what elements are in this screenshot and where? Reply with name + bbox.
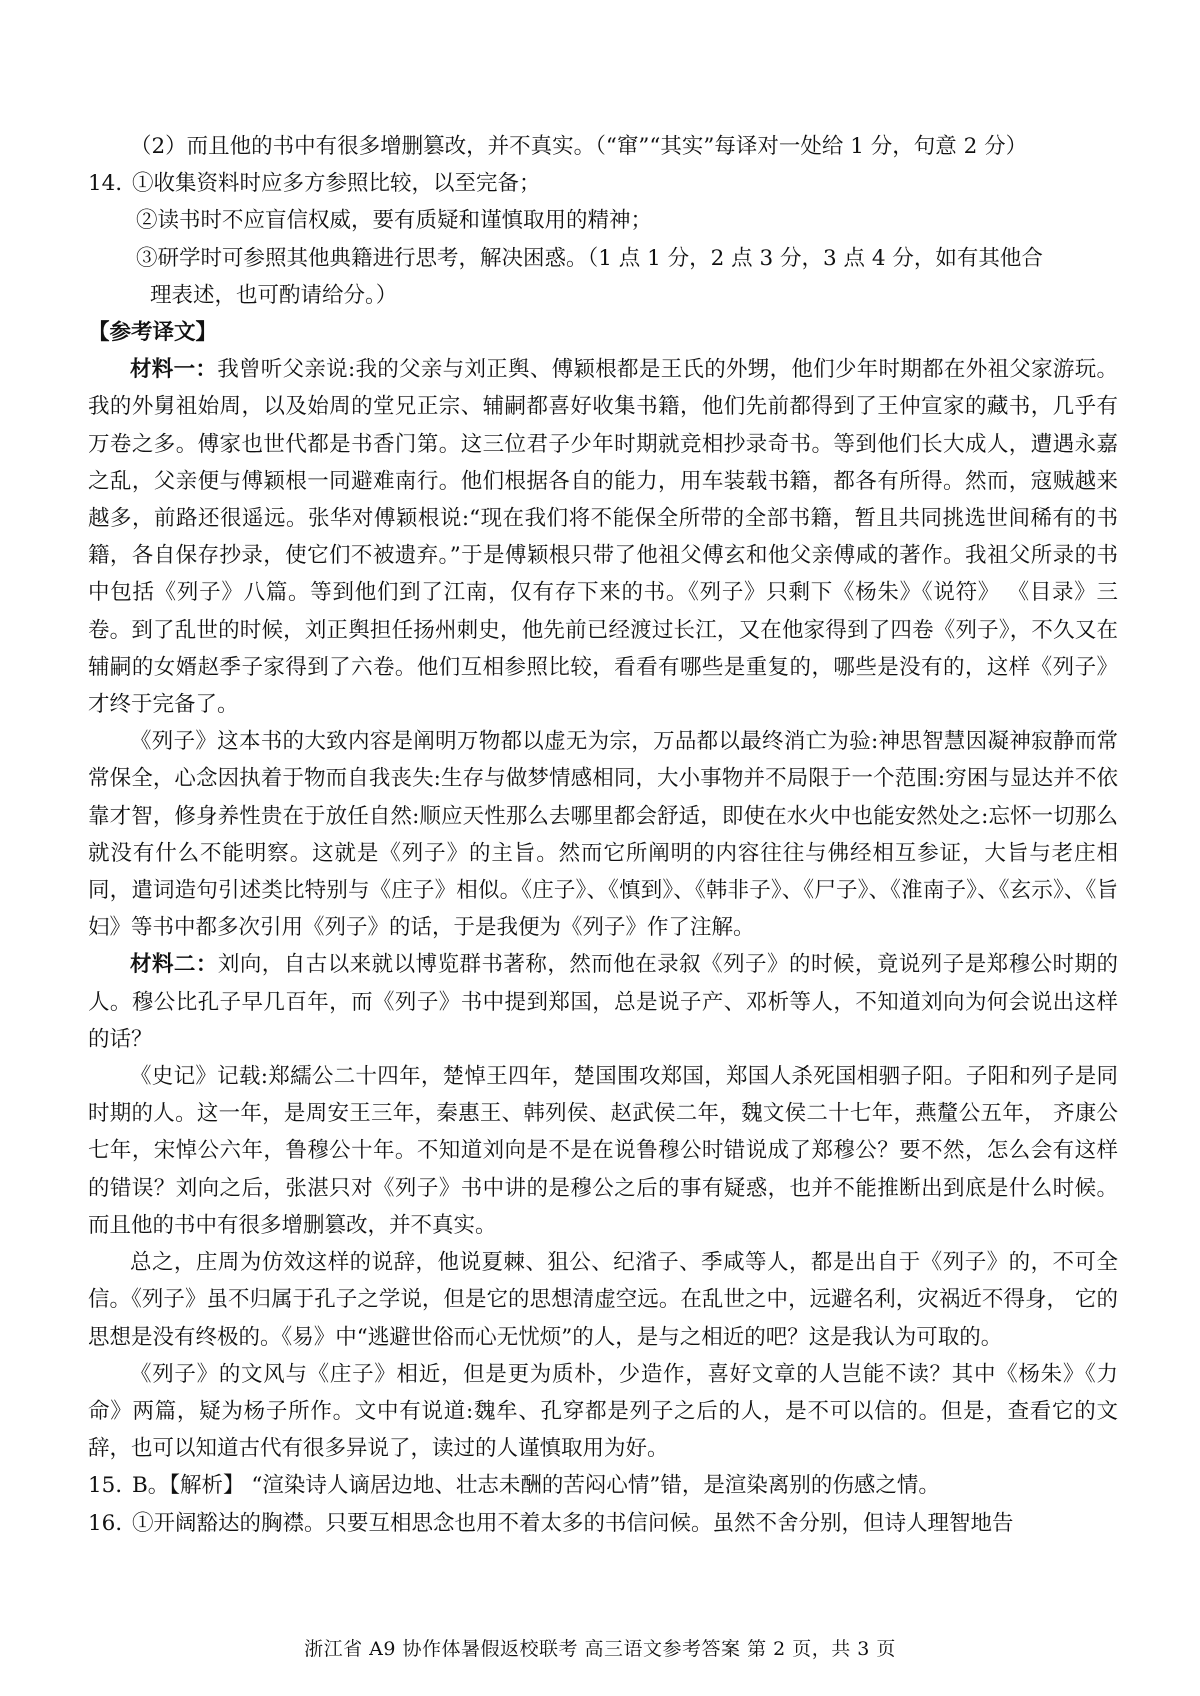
translation-paragraph-2: 《列子》这本书的大致内容是阐明万物都以虚无为宗，万品都以最终消亡为验:神思智慧因凝神寂静而常常保全，心念因执着于物而自我丧失:生存与做梦情感相同，大小事物并不局限于一个范围:穷困与显达并不依靠才智，修身养性贵在于放任自然:顺应天性那么去哪里都会舒适，即使在水火中也能安然处之:忘怀一切那么就没有什么不能明察。这就是《列子》的主旨。然而它所阐明的内容往往与佛经相互参证，大旨与老庄相同，遣词造句引述类比特别与《庄子》相似。《庄子》、《慎到》、《韩非子》、《尸子》、《淮南子》、《玄示》、《旨妇》等书中都多次引用《列子》的话，于是我便为《列子》作了注解。 — [88, 729, 1118, 941]
translation-paragraph-1 — [88, 351, 1118, 723]
q14-point-3: ③研学时可参照其他典籍进行思考，解决困惑。（1 点 1 分，2 点 3 分，3 点 4 分，如有其他合 — [136, 245, 1043, 271]
q14-point-1: ①收集资料时应多方参照比较，以至完备； — [132, 171, 541, 197]
q16-answer: ①开阔豁达的胸襟。只要互相思念也用不着太多的书信问候。虽然不舍分别，但诗人理智地告 — [132, 1510, 1014, 1536]
section-title: 【参考译文】 — [88, 320, 218, 346]
page-content — [88, 128, 1118, 1542]
q14-point-2: ②读书时不应盲信权威，要有质疑和谨慎取用的精神； — [136, 208, 653, 234]
material-one-label: 材料一： — [130, 357, 218, 383]
q14-number: 14． — [88, 171, 137, 197]
q14-point-3-continued: 理表述，也可酌请给分。） — [150, 282, 398, 308]
q16-number: 16． — [88, 1510, 137, 1536]
q15-number: 15． — [88, 1473, 137, 1499]
material-two-label: 材料二： — [130, 952, 218, 978]
translation-paragraph-5: 总之，庄周为仿效这样的说辞，他说夏棘、狙公、纪渻子、季咸等人，都是出自于《列子》的，不可全信。《列子》虽不归属于孔子之学说，但是它的思想清虚空远。在乱世之中，远避名利，灾祸近不得身， 它的思想是没有终极的。《易》中“逃避世俗而心无忧烦”的人，是与之相近的吧？这是我认为可取的。 — [88, 1250, 1118, 1350]
q13-answer-part2: （2）而且他的书中有很多增删篡改，并不真实。（“窜”“其实”每译对一处给 1 分，句意 2 分） — [130, 134, 1028, 159]
translation-paragraph-3 — [88, 946, 1118, 1058]
q16-row — [88, 1505, 1118, 1542]
q15-row — [88, 1467, 1118, 1504]
translation-paragraph-4: 《史记》记载:郑繻公二十四年，楚悼王四年，楚国围攻郑国，郑国人杀死国相驷子阳。子阳和列子是同时期的人。这一年，是周安王三年，秦惠王、韩列侯、赵武侯二年，魏文侯二十七年，燕釐公五年， 齐康公七年，宋悼公六年，鲁穆公十年。不知道刘向是不是在说鲁穆公时错说成了郑穆公？要不然，怎么会有这样的错误？刘向之后，张湛只对《列子》书中讲的是穆公之后的事有疑惑，也并不能推断出到底是什么时候。而且他的书中有很多增删篡改，并不真实。 — [88, 1064, 1118, 1238]
page-footer: 浙江省 A9 协作体暑假返校联考 高三语文参考答案 第 2 页，共 3 页 — [304, 1638, 896, 1660]
paragraph-1-text: 我曾听父亲说:我的父亲与刘正舆、傅颖根都是王氏的外甥，他们少年时期都在外祖父家游玩。我的外舅祖始周，以及始周的堂兄正宗、辅嗣都喜好收集书籍，他们先前都得到了王仲宣家的藏书，几乎有万卷之多。傅家也世代都是书香门第。这三位君子少年时期就竞相抄录奇书。等到他们长大成人，遭遇永嘉之乱，父亲便与傅颖根一同避难南行。他们根据各自的能力，用车装载书籍，都各有所得。然而，寇贼越来越多，前路还很遥远。张华对傅颖根说:“现在我们将不能保全所带的全部书籍，暂且共同挑选世间稀有的书籍，各自保存抄录，使它们不被遗弃。”于是傅颖根只带了他祖父傅玄和他父亲傅咸的著作。我祖父所录的书中包括《列子》八篇。等到他们到了江南，仅有存下来的书。《列子》只剩下《杨朱》《说符》 《目录》三卷。到了乱世的时候，刘正舆担任扬州刺史，他先前已经渡过长江，又在他家得到了四卷《列子》，不久又在辅嗣的女婿赵季子家得到了六卷。他们互相参照比较，看看有哪些是重复的，哪些是没有的，这样《列子》才终于完备了。 — [88, 357, 1118, 718]
paragraph-3-text: 刘向，自古以来就以博览群书著称，然而他在录叙《列子》的时候，竟说列子是郑穆公时期的人。穆公比孔子早几百年，而《列子》书中提到郑国，总是说子产、邓析等人，不知道刘向为何会说出这样的话？ — [88, 952, 1118, 1052]
q15-answer: B。【解析】 “渲染诗人谪居边地、壮志未酬的苦闷心情”错，是渲染离别的伤感之情。 — [132, 1473, 940, 1499]
q14-row-1 — [88, 165, 1118, 202]
translation-paragraph-6: 《列子》的文风与《庄子》相近，但是更为质朴，少造作，喜好文章的人岂能不读？其中《杨朱》《力命》两篇，疑为杨子所作。文中有说道:魏牟、孔穿都是列子之后的人，是不可以信的。但是，查看它的文辞，也可以知道古代有很多异说了，读过的人谨慎取用为好。 — [88, 1361, 1118, 1462]
